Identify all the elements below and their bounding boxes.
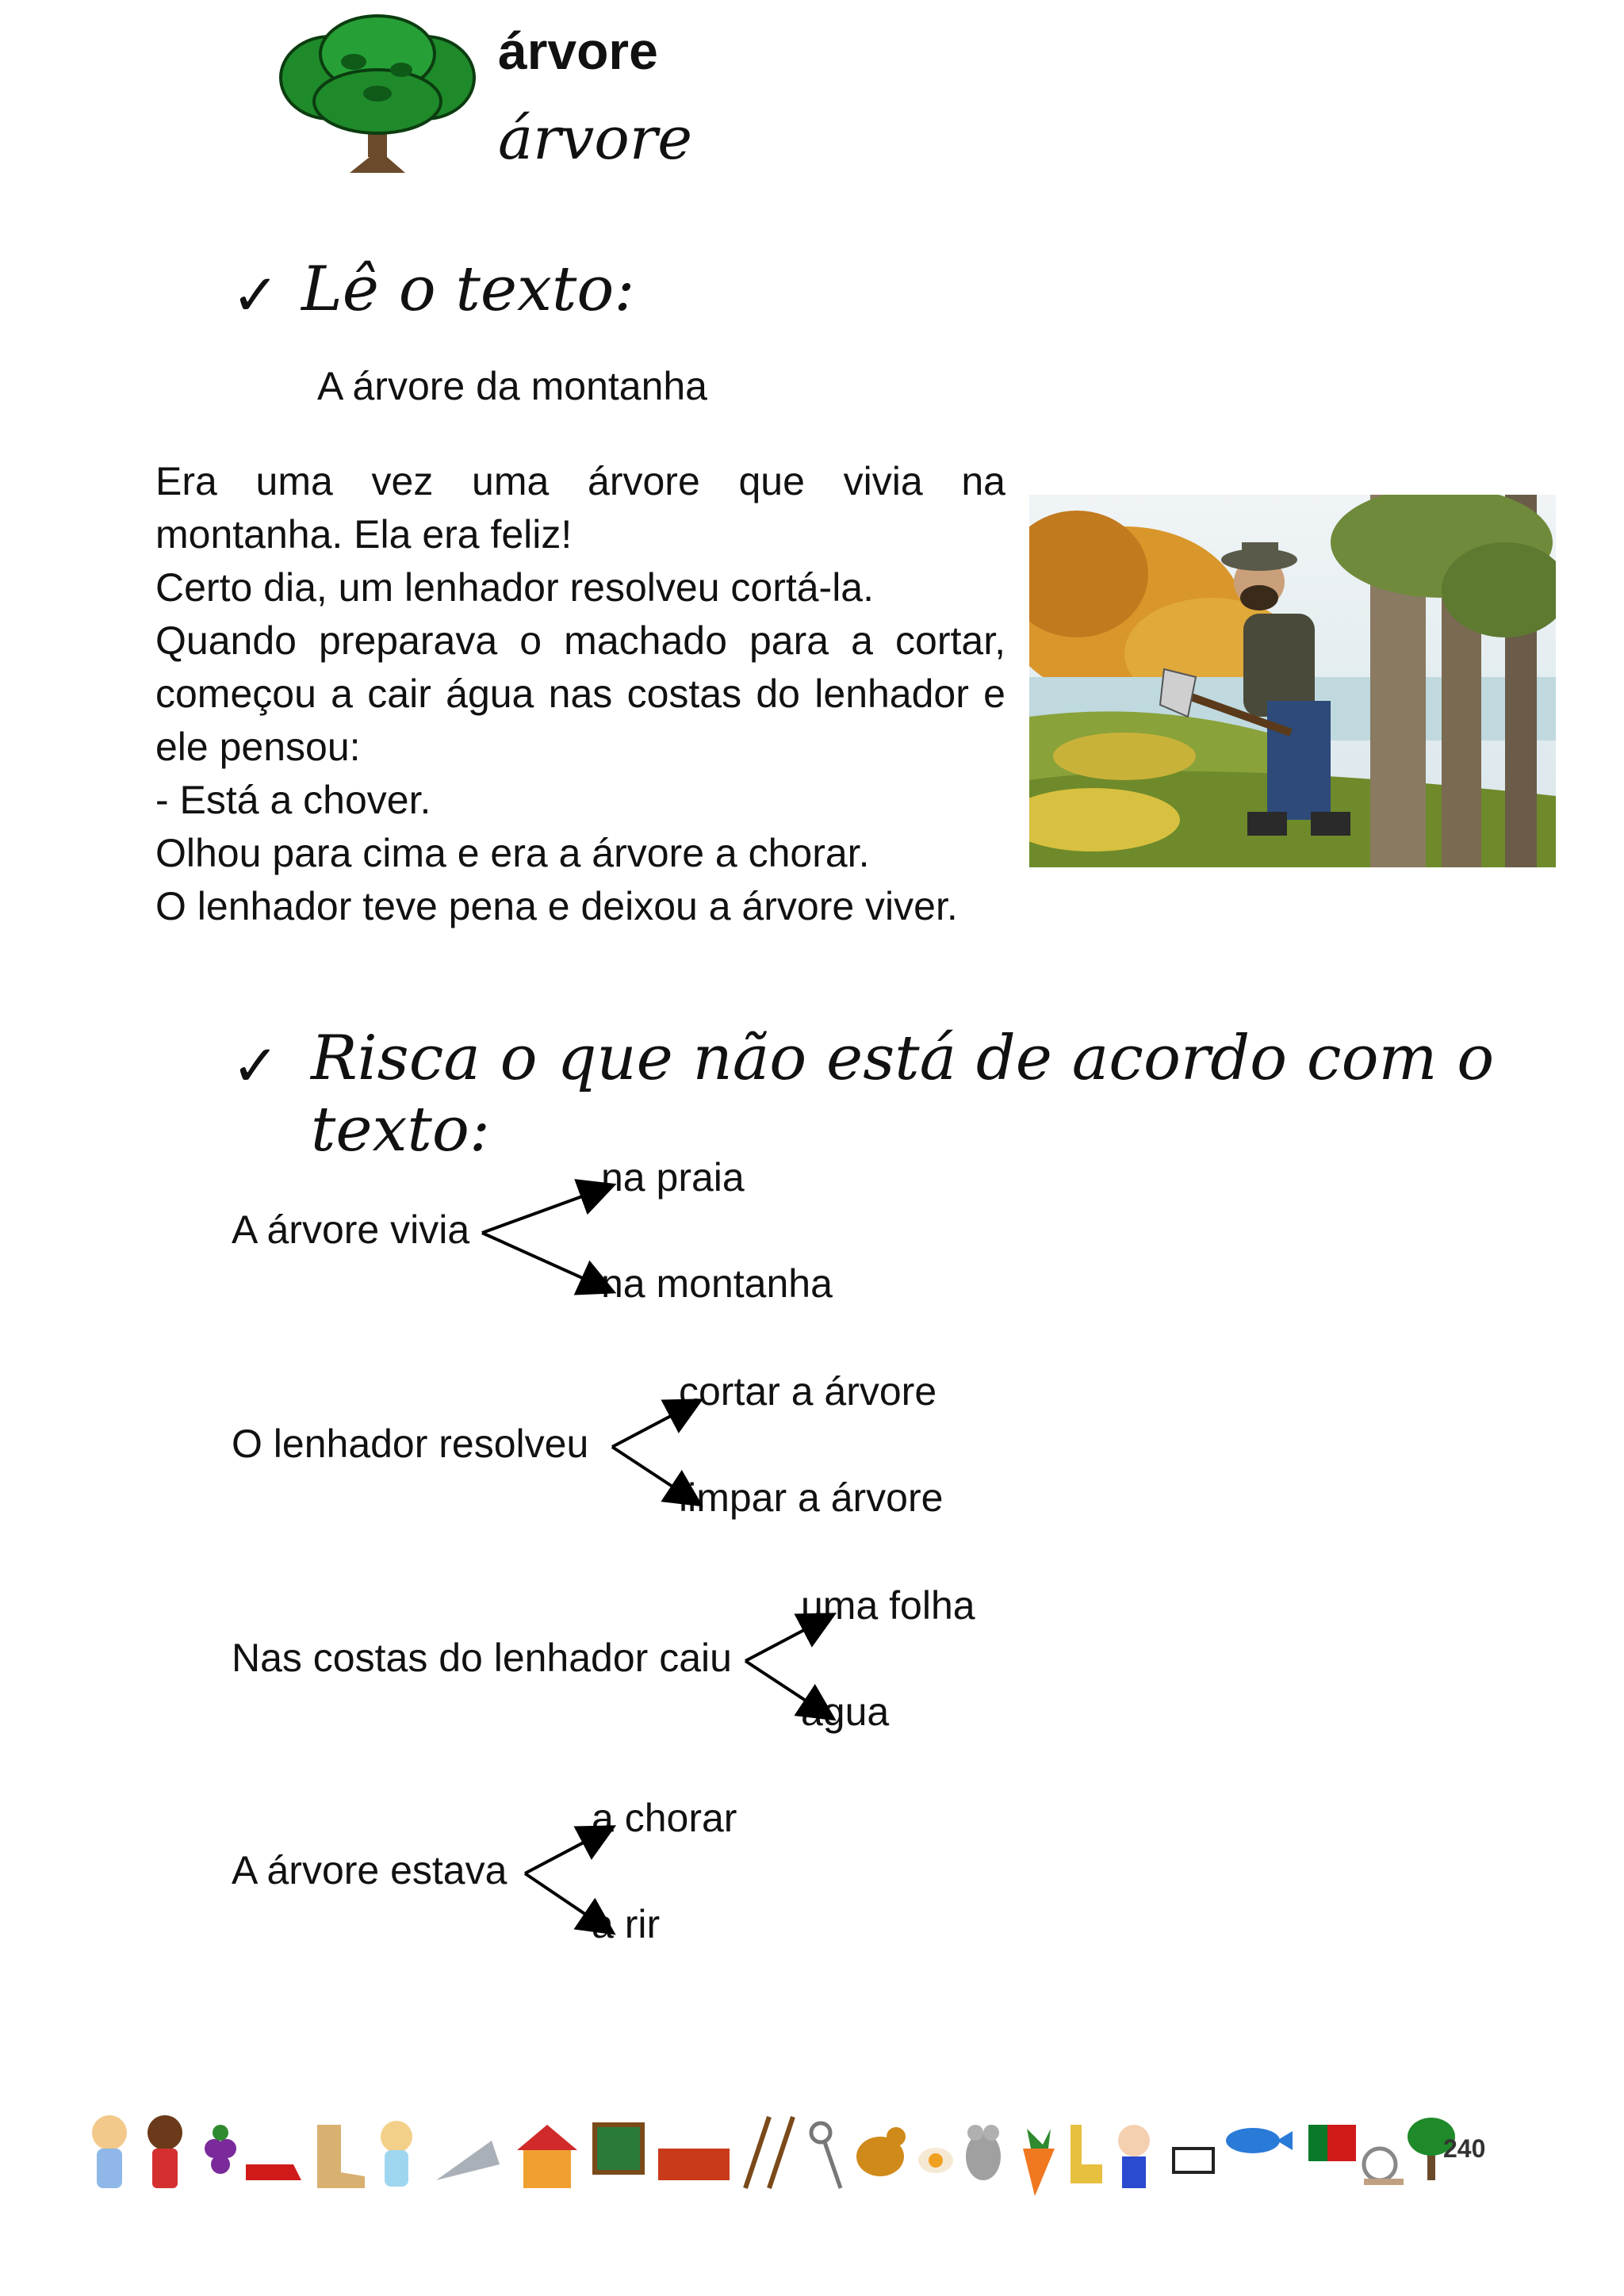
snail-icon bbox=[1364, 2149, 1404, 2185]
shoe-icon bbox=[246, 2164, 301, 2180]
arrow bbox=[612, 1447, 698, 1503]
footer-icon-strip bbox=[79, 2101, 1459, 2204]
exercise-option[interactable]: água bbox=[801, 1689, 890, 1734]
story-line: Quando preparava o machado para a cortar, bbox=[155, 618, 1005, 663]
boy-icon bbox=[147, 2115, 182, 2188]
arrow bbox=[745, 1661, 831, 1717]
window-icon bbox=[595, 2125, 642, 2172]
fan-icon bbox=[436, 2141, 500, 2180]
story-line: - Está a chover. bbox=[155, 778, 431, 822]
story-title: A árvore da montanha bbox=[317, 364, 707, 408]
exercise-option[interactable]: na praia bbox=[601, 1155, 745, 1200]
carrot-icon bbox=[1023, 2129, 1055, 2196]
section1-instruction: Lê o texto: bbox=[301, 254, 635, 325]
boot-icon bbox=[317, 2125, 365, 2188]
arrow bbox=[482, 1186, 611, 1233]
exercise-label: A árvore estava bbox=[232, 1848, 508, 1892]
exercise-option[interactable]: limpar a árvore bbox=[679, 1475, 944, 1520]
exercise-label: Nas costas do lenhador caiu bbox=[232, 1636, 732, 1680]
fish-icon bbox=[1226, 2128, 1293, 2153]
grapes-icon bbox=[205, 2125, 236, 2174]
zebra-icon bbox=[1174, 2149, 1213, 2172]
story-line: começou a cair água nas costas do lenhador e bbox=[155, 672, 1005, 716]
flag-icon bbox=[1308, 2125, 1356, 2161]
key-icon bbox=[811, 2123, 841, 2188]
exercise-label: O lenhador resolveu bbox=[232, 1422, 589, 1466]
arrow bbox=[525, 1873, 611, 1931]
story-line: O lenhador teve pena e deixou a árvore viver. bbox=[155, 884, 958, 928]
arrow bbox=[525, 1828, 611, 1873]
checkmark-icon: ✓ bbox=[232, 262, 280, 328]
child-icon bbox=[381, 2121, 412, 2187]
story-line: Olhou para cima e era a árvore a chorar. bbox=[155, 831, 870, 875]
header-word: árvore bbox=[498, 21, 658, 80]
egg-icon bbox=[918, 2148, 953, 2173]
page-number: 240 bbox=[1443, 2134, 1486, 2163]
house-icon bbox=[517, 2125, 577, 2188]
story-line: montanha. Ela era feliz! bbox=[155, 512, 573, 557]
exercise-option[interactable]: cortar a árvore bbox=[679, 1369, 937, 1414]
exercise-option[interactable]: a chorar bbox=[592, 1796, 737, 1840]
hen-icon bbox=[856, 2127, 906, 2176]
ladder-icon bbox=[745, 2117, 793, 2188]
exercise-label: A árvore vivia bbox=[232, 1207, 470, 1252]
doll-icon bbox=[92, 2115, 127, 2188]
exercise-option[interactable]: a rir bbox=[592, 1902, 661, 1946]
story-line: ele pensou: bbox=[155, 725, 361, 769]
arrow bbox=[745, 1616, 831, 1661]
clown-icon bbox=[1118, 2125, 1150, 2188]
story-line: Era uma vez uma árvore que vivia na bbox=[155, 459, 1005, 503]
checkmark-icon: ✓ bbox=[232, 1032, 280, 1099]
giraffe-icon bbox=[1071, 2125, 1102, 2183]
story-line: Certo dia, um lenhador resolveu cortá-la. bbox=[155, 565, 875, 610]
mouse-icon bbox=[966, 2125, 1001, 2180]
arrow bbox=[482, 1233, 611, 1291]
wall-icon bbox=[658, 2149, 730, 2180]
section2-instruction: Risca o que não está de acordo com o texto: bbox=[311, 1023, 1495, 1165]
exercise-option[interactable]: na montanha bbox=[601, 1261, 833, 1306]
header-word-cursive: árvore bbox=[498, 105, 693, 173]
arrow bbox=[612, 1402, 698, 1447]
exercise-option[interactable]: uma folha bbox=[801, 1583, 975, 1628]
